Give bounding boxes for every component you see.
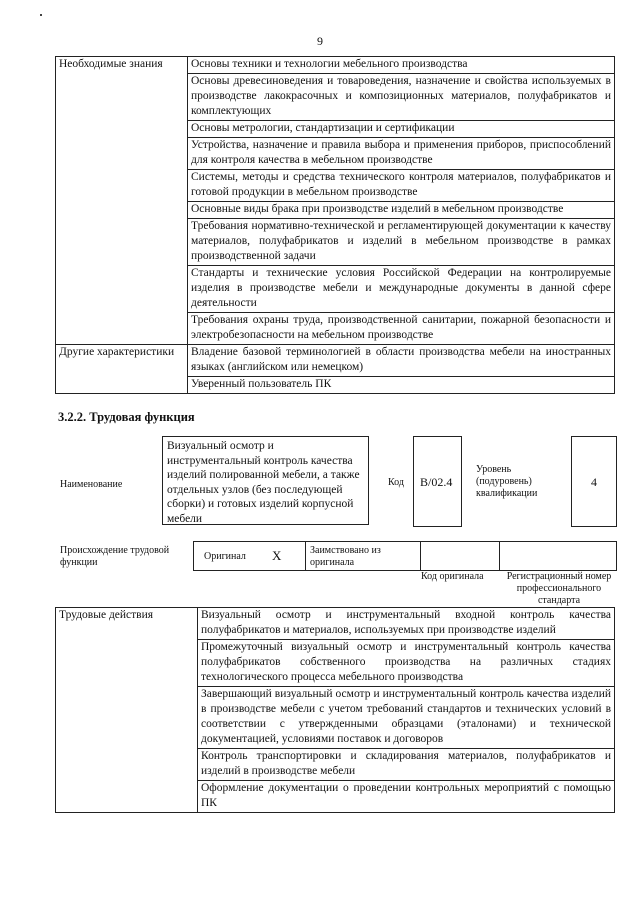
action-item: Оформление документации о проведении контрольных мероприятий с помощью ПК	[198, 781, 615, 813]
level-label: Уровень (подуровень) квалификации	[476, 464, 538, 499]
knowledge-item: Требования охраны труда, производственной санитарии, пожарной безопасности и электробезопасности на мебельном производстве	[188, 313, 615, 345]
divider	[420, 542, 421, 570]
knowledge-item: Устройства, назначение и правила выбора и применения приборов, приспособлений для контроля качества в мебельном производстве	[188, 138, 615, 170]
name-label: Наименование	[60, 479, 123, 490]
knowledge-label: Необходимые знания	[56, 57, 188, 345]
action-item: Визуальный осмотр и инструментальный входной контроль качества полуфабрикатов и материалов, используемых при производстве изделий	[198, 608, 615, 640]
borrowed-label: Заимствовано из оригинала	[310, 545, 381, 568]
function-name-box	[162, 436, 369, 525]
table-row	[56, 345, 615, 377]
origin-label: Происхождение трудовой функции	[60, 545, 170, 568]
requirements-table	[55, 56, 615, 394]
other-label: Другие характеристики	[56, 345, 188, 394]
code-original-label: Код оригинала	[421, 571, 484, 582]
actions-table	[55, 607, 615, 813]
level-value: 4	[591, 475, 597, 489]
knowledge-item: Требования нормативно-технической и регламентирующей документации к качеству материалов, полуфабрикатов и изделий в мебельном производстве в рамках производственной задачи	[188, 219, 615, 266]
origin-row	[193, 541, 617, 571]
reg-number-label: Регистрационный номер профессионального стандарта	[506, 571, 612, 606]
action-item: Завершающий визуальный осмотр и инструментальный контроль качества изделий в производстве мебели с учетом требований стандартов и технических условий в соответствии с утвержденными образцами (эталонами) и технической документацией, условиями поставок и договоров	[198, 687, 615, 749]
action-item: Контроль транспортировки и складирования материалов, полуфабрикатов и изделий в производстве мебели	[198, 749, 615, 781]
page-number: 9	[317, 34, 323, 48]
code-label: Код	[388, 477, 404, 488]
knowledge-item: Стандарты и технические условия Российской Федерации на контролируемые изделия в производстве мебели и международные документы в данной сфере деятельности	[188, 266, 615, 313]
action-item: Промежуточный визуальный осмотр и инструментальный контроль качества полуфабрикатов собственного производства на различных стадиях технологического процесса мебельного производства	[198, 640, 615, 687]
actions-label: Трудовые действия	[56, 608, 198, 813]
scan-dot	[40, 14, 42, 16]
knowledge-item: Основы метрологии, стандартизации и сертификации	[188, 121, 615, 138]
table-row	[56, 608, 615, 640]
knowledge-item: Основы древесиноведения и товароведения, назначение и свойства используемых в производстве лакокрасочных и композиционных материалов, полуфабрикатов и комплектующих	[188, 74, 615, 121]
other-item: Владение базовой терминологией в области производства мебели на иностранных языках (английском или немецком)	[188, 345, 615, 377]
level-box	[571, 436, 617, 527]
knowledge-item: Основы техники и технологии мебельного производства	[188, 57, 615, 74]
original-mark: X	[272, 548, 282, 563]
code-value: B/02.4	[420, 475, 453, 489]
knowledge-item: Основные виды брака при производстве изделий в мебельном производстве	[188, 202, 615, 219]
section-heading: 3.2.2. Трудовая функция	[58, 410, 195, 424]
divider	[305, 542, 306, 570]
divider	[499, 542, 500, 570]
table-row	[56, 57, 615, 74]
original-label: Оригинал	[204, 551, 246, 562]
function-name-value: Визуальный осмотр и инструментальный контроль качества изделий полированной мебели, а также отдельных узлов (без последующей сборки) и готовых изделий корпусной мебели	[167, 440, 360, 525]
other-item: Уверенный пользователь ПК	[188, 377, 615, 394]
knowledge-item: Системы, методы и средства технического контроля материалов, полуфабрикатов и готовой продукции в мебельном производстве	[188, 170, 615, 202]
code-box	[413, 436, 462, 527]
